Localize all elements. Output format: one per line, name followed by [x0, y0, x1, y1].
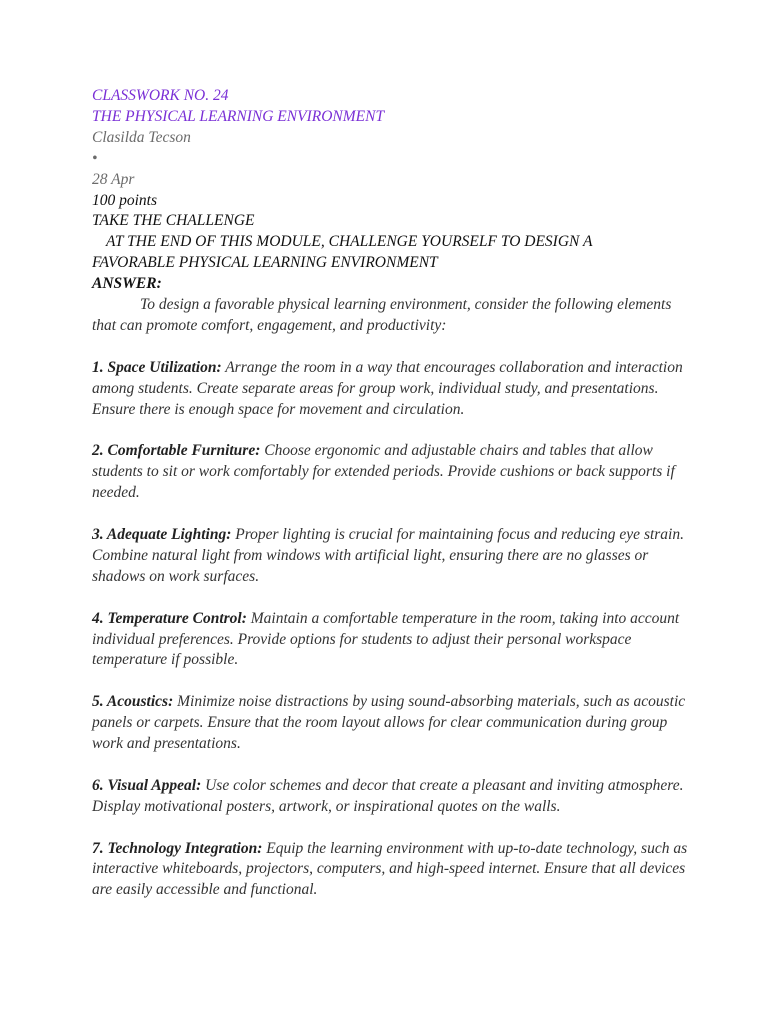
list-item-acoustics [92, 692, 692, 755]
item-label: 5. Acoustics: [92, 693, 174, 711]
list-item-comfortable-furniture [92, 441, 692, 504]
points-value: 100 points [92, 191, 158, 209]
list-item-technology-integration [92, 839, 692, 902]
challenge-heading: TAKE THE CHALLENGE [92, 212, 255, 230]
item-label: 6. Visual Appeal: [92, 776, 202, 794]
item-label: 3. Adequate Lighting: [92, 525, 232, 543]
item-text: Choose ergonomic and adjustable chairs and tables that allow students to sit or work comfortably for extended periods. Provide cushions or back supports if needed. [92, 442, 675, 502]
list-item-visual-appeal [92, 776, 692, 818]
classwork-number: CLASSWORK NO. 24 [92, 87, 229, 104]
item-label: 4. Temperature Control: [92, 609, 247, 627]
answer-label: ANSWER: [92, 275, 162, 293]
item-text: Minimize noise distractions by using sound-absorbing materials, such as acoustic panels or carpets. Ensure that the room layout allows for clear communication during group work and presentations. [92, 693, 686, 753]
item-text: Maintain a comfortable temperature in the room, taking into account individual preferences. Provide options for students to adjust their personal workspace temperature if possible. [92, 609, 680, 669]
due-date: 28 Apr [92, 170, 135, 188]
item-label: 1. Space Utilization: [92, 358, 222, 376]
item-label: 7. Technology Integration: [92, 839, 263, 857]
list-item-adequate-lighting [92, 525, 692, 588]
item-text: Proper lighting is crucial for maintaining focus and reducing eye strain. Combine natural light from windows with artificial light, ensuring there are no glasses or shadows on work surfaces. [92, 525, 684, 585]
item-text: Use color schemes and decor that create a pleasant and inviting atmosphere. Display motivational posters, artwork, or inspirational quotes on the walls. [92, 776, 684, 815]
bullet-separator: • [92, 149, 98, 167]
item-label: 2. Comfortable Furniture: [92, 442, 261, 460]
list-item-space-utilization [92, 358, 692, 421]
item-text: Arrange the room in a way that encourages collaboration and interaction among students. Create separate areas for group work, individual study, and presentations. Ensure there is enough space for movement and circulation. [92, 358, 683, 418]
list-item-temperature-control [92, 609, 692, 672]
document-page [92, 86, 692, 901]
challenge-instruction-line1: AT THE END OF THIS MODULE, CHALLENGE YOURSELF TO DESIGN A [106, 233, 593, 251]
challenge-instruction-line2: FAVORABLE PHYSICAL LEARNING ENVIRONMENT [92, 254, 438, 272]
item-text: Equip the learning environment with up-to-date technology, such as interactive whiteboards, projectors, computers, and high-speed internet. Ensure that all devices are easily accessible and functional. [92, 839, 688, 899]
answer-intro: To design a favorable physical learning environment, consider the following elements that can promote comfort, engagement, and productivity: [92, 296, 672, 334]
assignment-title: THE PHYSICAL LEARNING ENVIRONMENT [92, 107, 385, 125]
author-name: Clasilda Tecson [92, 128, 191, 146]
